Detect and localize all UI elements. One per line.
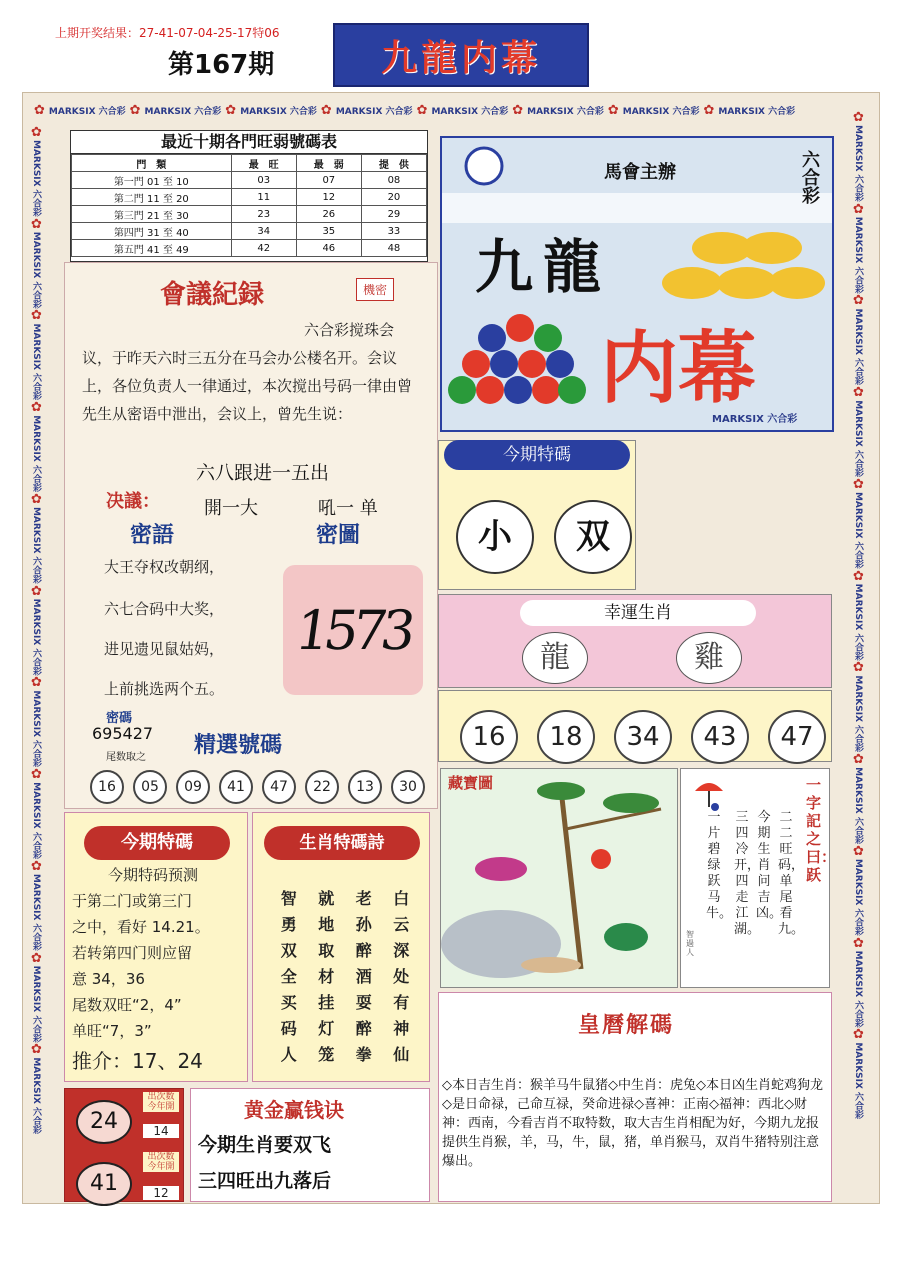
table-cell: 34 <box>231 223 296 240</box>
marksix-mark: MARKSIX 六合彩 <box>853 858 863 936</box>
table-cell: 48 <box>361 240 426 257</box>
flower-icon: ✿ <box>851 201 866 217</box>
saying-column: 三四冷开，四走江湖。 <box>734 810 761 937</box>
table-cell: 33 <box>361 223 426 240</box>
selected-number-ball: 30 <box>391 770 425 804</box>
table-cell: 12 <box>296 189 361 206</box>
marksix-mark: MARKSIX 六合彩 <box>527 107 604 117</box>
poem-char: 孙 <box>355 915 372 934</box>
frog-icon <box>604 923 648 951</box>
poem-char: 灯 <box>318 1019 335 1038</box>
rooster-icon: 雞 <box>676 632 742 684</box>
poem-char: 酒 <box>355 967 372 986</box>
flower-icon: ✿ <box>29 767 44 783</box>
flower-icon: ✿ <box>851 385 866 401</box>
count-value: 14 <box>143 1124 179 1138</box>
poem-char: 取 <box>318 941 335 960</box>
special-size: 小 <box>456 500 534 574</box>
table-cell: 第一門 01 至 10 <box>72 172 232 189</box>
gold-line: 今期生肖要双飞 <box>198 1134 332 1156</box>
flower-icon: ✿ <box>703 103 715 118</box>
table-cell: 20 <box>361 189 426 206</box>
marksix-mark: MARKSIX 六合彩 <box>31 873 41 951</box>
fruit-icon <box>591 849 611 869</box>
table-cell: 23 <box>231 206 296 223</box>
marksix-mark: MARKSIX 六合彩 <box>853 950 863 1028</box>
table-cell: 29 <box>361 206 426 223</box>
marksix-mark: MARKSIX 六合彩 <box>853 767 863 844</box>
featured-number-ball: 47 <box>768 710 826 764</box>
right-border-strip <box>846 110 870 1200</box>
cipher-a: 開一大 <box>204 498 258 519</box>
table-title: 最近十期各門旺弱號碼表 <box>71 131 427 154</box>
poem-line: 六七合码中大奖， <box>104 600 225 618</box>
poem-line: 上前挑选两个五。 <box>104 680 225 698</box>
treasure-map-panel <box>440 768 678 988</box>
special-forecast-text <box>72 862 242 1074</box>
table-cell: 42 <box>231 240 296 257</box>
marksix-mark: MARKSIX 六合彩 <box>853 491 863 569</box>
flower-icon: ✿ <box>29 675 44 691</box>
hkjc-logo-icon <box>466 148 502 184</box>
meeting-title: 會議紀録 <box>160 280 265 310</box>
six-label: 六合彩 <box>799 150 820 204</box>
left-border-strip <box>26 125 48 1200</box>
table-cell: 03 <box>231 172 296 189</box>
meeting-body: 议，于昨天六时三五分在马会办公楼名开。会议上，各位负责人一律通过，本次搅出号码一律由曾先生从密语中泄出，会议上，曾先生说： <box>82 349 413 423</box>
table-cell: 第二門 11 至 20 <box>72 189 232 206</box>
marksix-mark: MARKSIX 六合彩 <box>31 323 41 401</box>
flower-icon: ✿ <box>29 491 44 507</box>
poem-char: 云 <box>393 915 410 934</box>
marksix-mark: MARKSIX 六合彩 <box>31 690 41 768</box>
gold-line: 三四旺出九落后 <box>198 1170 332 1192</box>
hero-mark: MARKSIX 六合彩 <box>712 414 798 425</box>
zodiac-poem-caption: 生肖特碼詩 <box>264 826 420 860</box>
key-phrase: 六八跟进一五出 <box>196 462 330 484</box>
flower-icon: ✿ <box>416 103 428 118</box>
flower-bush-icon <box>475 857 527 881</box>
flower-icon: ✿ <box>29 950 44 966</box>
special-code-caption: 今期特碼 <box>444 440 630 470</box>
issue-number: 第167期 <box>168 50 275 80</box>
table-cell: 26 <box>296 206 361 223</box>
poem-char: 拳 <box>355 1045 372 1064</box>
table-row <box>72 240 427 257</box>
flower-icon: ✿ <box>607 103 619 118</box>
featured-number-ball: 34 <box>614 710 672 764</box>
poem-char: 勇 <box>280 915 297 934</box>
poem-char: 挂 <box>318 993 335 1012</box>
count-value: 12 <box>143 1186 179 1200</box>
marksix-mark: MARKSIX 六合彩 <box>853 400 863 477</box>
flower-icon: ✿ <box>29 1042 44 1058</box>
poem-char: 就 <box>318 889 335 908</box>
flower-icon: ✿ <box>851 660 866 676</box>
label-year: 今年開 <box>147 1162 175 1172</box>
poem-char: 醉 <box>355 941 372 960</box>
umbrella-icon <box>689 773 729 813</box>
saying-sign: 智過人 <box>686 930 694 957</box>
marksix-mark: MARKSIX 六合彩 <box>144 107 222 117</box>
poem-char: 材 <box>318 967 335 986</box>
marksix-mark: MARKSIX 六合彩 <box>853 308 863 386</box>
forecast-line: 于第二门或第三门 <box>72 892 193 910</box>
marksix-mark: MARKSIX 六合彩 <box>31 506 41 584</box>
table-row <box>72 189 427 206</box>
top-border-strip <box>30 100 872 122</box>
flower-icon: ✿ <box>129 103 141 118</box>
poem-char: 老 <box>355 889 372 908</box>
forecast-line: 若转第四门则应留 <box>72 944 193 962</box>
label-times: 出次数 <box>147 1092 175 1102</box>
flower-icon: ✿ <box>512 103 524 118</box>
marksix-mark: MARKSIX 六合彩 <box>853 125 863 202</box>
gold-ingots-icon <box>662 232 825 299</box>
secret-words-label: 密語 <box>130 522 175 548</box>
poem-char: 神 <box>393 1019 410 1038</box>
poem-char: 有 <box>393 993 410 1012</box>
col-header: 提 供 <box>361 155 426 172</box>
zodiac-poem-grid <box>270 886 420 1065</box>
marksix-mark: MARKSIX 六合彩 <box>31 231 41 309</box>
flower-icon: ✿ <box>29 308 44 324</box>
count-ball: 41 <box>76 1162 132 1206</box>
treasure-map-art <box>441 769 677 987</box>
meeting-line: 六合彩搅珠会 <box>304 321 395 339</box>
marksix-mark: MARKSIX 六合彩 <box>31 598 41 676</box>
selected-number-ball: 05 <box>133 770 167 804</box>
saying-column: 今期生肖问吉凶。 <box>756 810 783 921</box>
flower-icon: ✿ <box>851 293 866 309</box>
handwriting-text: 1573 <box>291 598 415 662</box>
poem-char: 醉 <box>355 1019 372 1038</box>
marksix-mark: MARKSIX 六合彩 <box>718 107 796 117</box>
label-year: 今年開 <box>147 1102 175 1112</box>
featured-number-ball: 16 <box>460 710 518 764</box>
hot-cold-table <box>70 130 428 262</box>
special-forecast-caption: 今期特碼 <box>84 826 230 860</box>
forecast-line: 单旺“7，3” <box>72 1022 152 1040</box>
flower-icon: ✿ <box>851 843 866 859</box>
marksix-mark: MARKSIX 六合彩 <box>31 415 41 492</box>
selected-number-ball: 41 <box>219 770 253 804</box>
secret-tag: 機密 <box>356 278 394 301</box>
poem-char: 白 <box>393 889 410 908</box>
count-ball: 24 <box>76 1100 132 1144</box>
poem-char: 笼 <box>318 1045 335 1064</box>
saying-title: 一字記之曰：跃 <box>806 776 837 884</box>
code-label: 密碼 <box>106 711 133 726</box>
banner-title: 九龍内幕 <box>380 36 541 79</box>
poem-char: 双 <box>280 941 297 960</box>
marksix-mark: MARKSIX 六合彩 <box>853 675 863 753</box>
poem-char: 深 <box>393 941 410 960</box>
marksix-mark: MARKSIX 六合彩 <box>622 107 700 117</box>
decision-label: 决議： <box>106 491 160 512</box>
featured-number-ball: 43 <box>691 710 749 764</box>
flower-icon: ✿ <box>29 125 44 140</box>
previous-result: 上期开奖结果：27-41-07-04-25-17特06 <box>55 26 280 40</box>
selected-number-ball: 13 <box>348 770 382 804</box>
table-row <box>72 206 427 223</box>
forecast-line: 意 34，36 <box>72 970 145 988</box>
table-cell: 第三門 21 至 30 <box>72 206 232 223</box>
selected-number-ball: 47 <box>262 770 296 804</box>
saying-column: 一片碧绿跃马牛。 <box>706 810 733 921</box>
poem-char: 耍 <box>355 993 372 1012</box>
marksix-mark: MARKSIX 六合彩 <box>853 216 863 294</box>
marksix-mark: MARKSIX 六合彩 <box>31 1057 41 1135</box>
selected-numbers-title: 精選號碼 <box>194 732 283 758</box>
table-cell: 07 <box>296 172 361 189</box>
lucky-zodiac-caption: 幸運生肖 <box>520 600 756 626</box>
flower-icon: ✿ <box>851 935 866 951</box>
table-cell: 46 <box>296 240 361 257</box>
marksix-mark: MARKSIX 六合彩 <box>335 107 413 117</box>
treasure-map-label: 藏寶圖 <box>448 774 494 792</box>
poem-char: 码 <box>280 1019 297 1038</box>
selected-number-ball: 16 <box>90 770 124 804</box>
label-times: 出次数 <box>147 1152 175 1162</box>
marksix-mark: MARKSIX 六合彩 <box>31 965 41 1043</box>
saying-column: 二二旺码，单尾看九。 <box>778 810 805 937</box>
col-header: 最 旺 <box>231 155 296 172</box>
marksix-mark: MARKSIX 六合彩 <box>240 107 317 117</box>
col-header: 門 類 <box>72 155 232 172</box>
col-header: 最 弱 <box>296 155 361 172</box>
code-note: 尾数取之 <box>106 752 146 763</box>
flower-icon: ✿ <box>851 752 866 768</box>
secret-code: 695427 <box>92 724 154 743</box>
cipher-b: 吼一 单 <box>318 498 378 519</box>
almanac-title: 皇曆解碼 <box>578 1012 675 1038</box>
table-cell: 35 <box>296 223 361 240</box>
lottery-balls-icon <box>448 314 586 404</box>
poem-char: 全 <box>280 967 297 986</box>
forecast-line: 今期特码预测 <box>108 866 199 884</box>
almanac-body: ◇本日吉生肖：猴羊马牛鼠猪◇中生肖：虎兔◇本日凶生肖蛇鸡狗龙◇是日命禄，己命互禄，癸命进禄◇喜神：正南◇福神：西北◇财神：西南，今看吉肖不取特数，取大吉生肖相配为好，今期九龙报提供生肖猴，羊，马，牛，鼠，猪，单肖猴马，双肖牛猪特别注意爆出。 <box>442 1078 823 1169</box>
selected-number-ball: 09 <box>176 770 210 804</box>
flower-icon: ✿ <box>320 103 332 118</box>
poem-line: 大王夺权改朝纲， <box>104 558 225 576</box>
flower-icon: ✿ <box>851 1027 866 1043</box>
tree-icon <box>561 789 581 969</box>
dragon-icon: 龍 <box>522 632 588 684</box>
flower-icon: ✿ <box>29 583 44 599</box>
marksix-mark: MARKSIX 六合彩 <box>31 140 41 217</box>
hero-title-b: 内幕 <box>600 323 757 414</box>
blur-band <box>442 193 832 223</box>
featured-number-ball: 18 <box>537 710 595 764</box>
gold-title: 黄金赢钱诀 <box>244 1098 344 1122</box>
hero-title-a: 九龍 <box>475 233 612 301</box>
title-banner <box>333 23 589 87</box>
forecast-line: 之中，看好 14.21。 <box>72 918 210 936</box>
poem-char: 地 <box>318 915 335 934</box>
count-labels <box>143 1152 179 1172</box>
secret-picture-label: 密圖 <box>316 522 361 548</box>
table-cell: 11 <box>231 189 296 206</box>
special-parity: 双 <box>554 500 632 574</box>
table-row <box>72 172 427 189</box>
table-cell: 第五門 41 至 49 <box>72 240 232 257</box>
marksix-mark: MARKSIX 六合彩 <box>853 583 863 661</box>
marksix-mark: MARKSIX 六合彩 <box>31 782 41 859</box>
poem-char: 智 <box>280 889 297 908</box>
flower-icon: ✿ <box>851 476 866 492</box>
flower-icon: ✿ <box>29 858 44 874</box>
handwritten-code <box>283 565 423 695</box>
host-label: 馬會主辦 <box>604 162 676 183</box>
flower-icon: ✿ <box>225 103 237 118</box>
flower-icon: ✿ <box>851 110 866 125</box>
marksix-mark: MARKSIX 六合彩 <box>853 1042 863 1120</box>
recommendation: 推介：17、24 <box>72 1049 203 1073</box>
poem-line: 进见遗见鼠姑妈， <box>104 640 225 658</box>
forecast-line: 尾数双旺“2，4” <box>72 996 182 1014</box>
flower-icon: ✿ <box>29 400 44 416</box>
flower-icon: ✿ <box>34 103 45 118</box>
flower-icon: ✿ <box>851 568 866 584</box>
table-row <box>72 223 427 240</box>
count-labels <box>143 1092 179 1112</box>
selected-number-ball: 22 <box>305 770 339 804</box>
flower-icon: ✿ <box>29 216 44 232</box>
poem-char: 处 <box>393 967 410 986</box>
table-cell: 08 <box>361 172 426 189</box>
poem-char: 买 <box>280 993 297 1012</box>
marksix-mark: MARKSIX 六合彩 <box>431 107 509 117</box>
marksix-mark: MARKSIX 六合彩 <box>48 107 126 117</box>
table-cell: 第四門 31 至 40 <box>72 223 232 240</box>
poem-char: 仙 <box>393 1045 410 1064</box>
poem-char: 人 <box>280 1045 297 1064</box>
number-table <box>71 154 427 257</box>
